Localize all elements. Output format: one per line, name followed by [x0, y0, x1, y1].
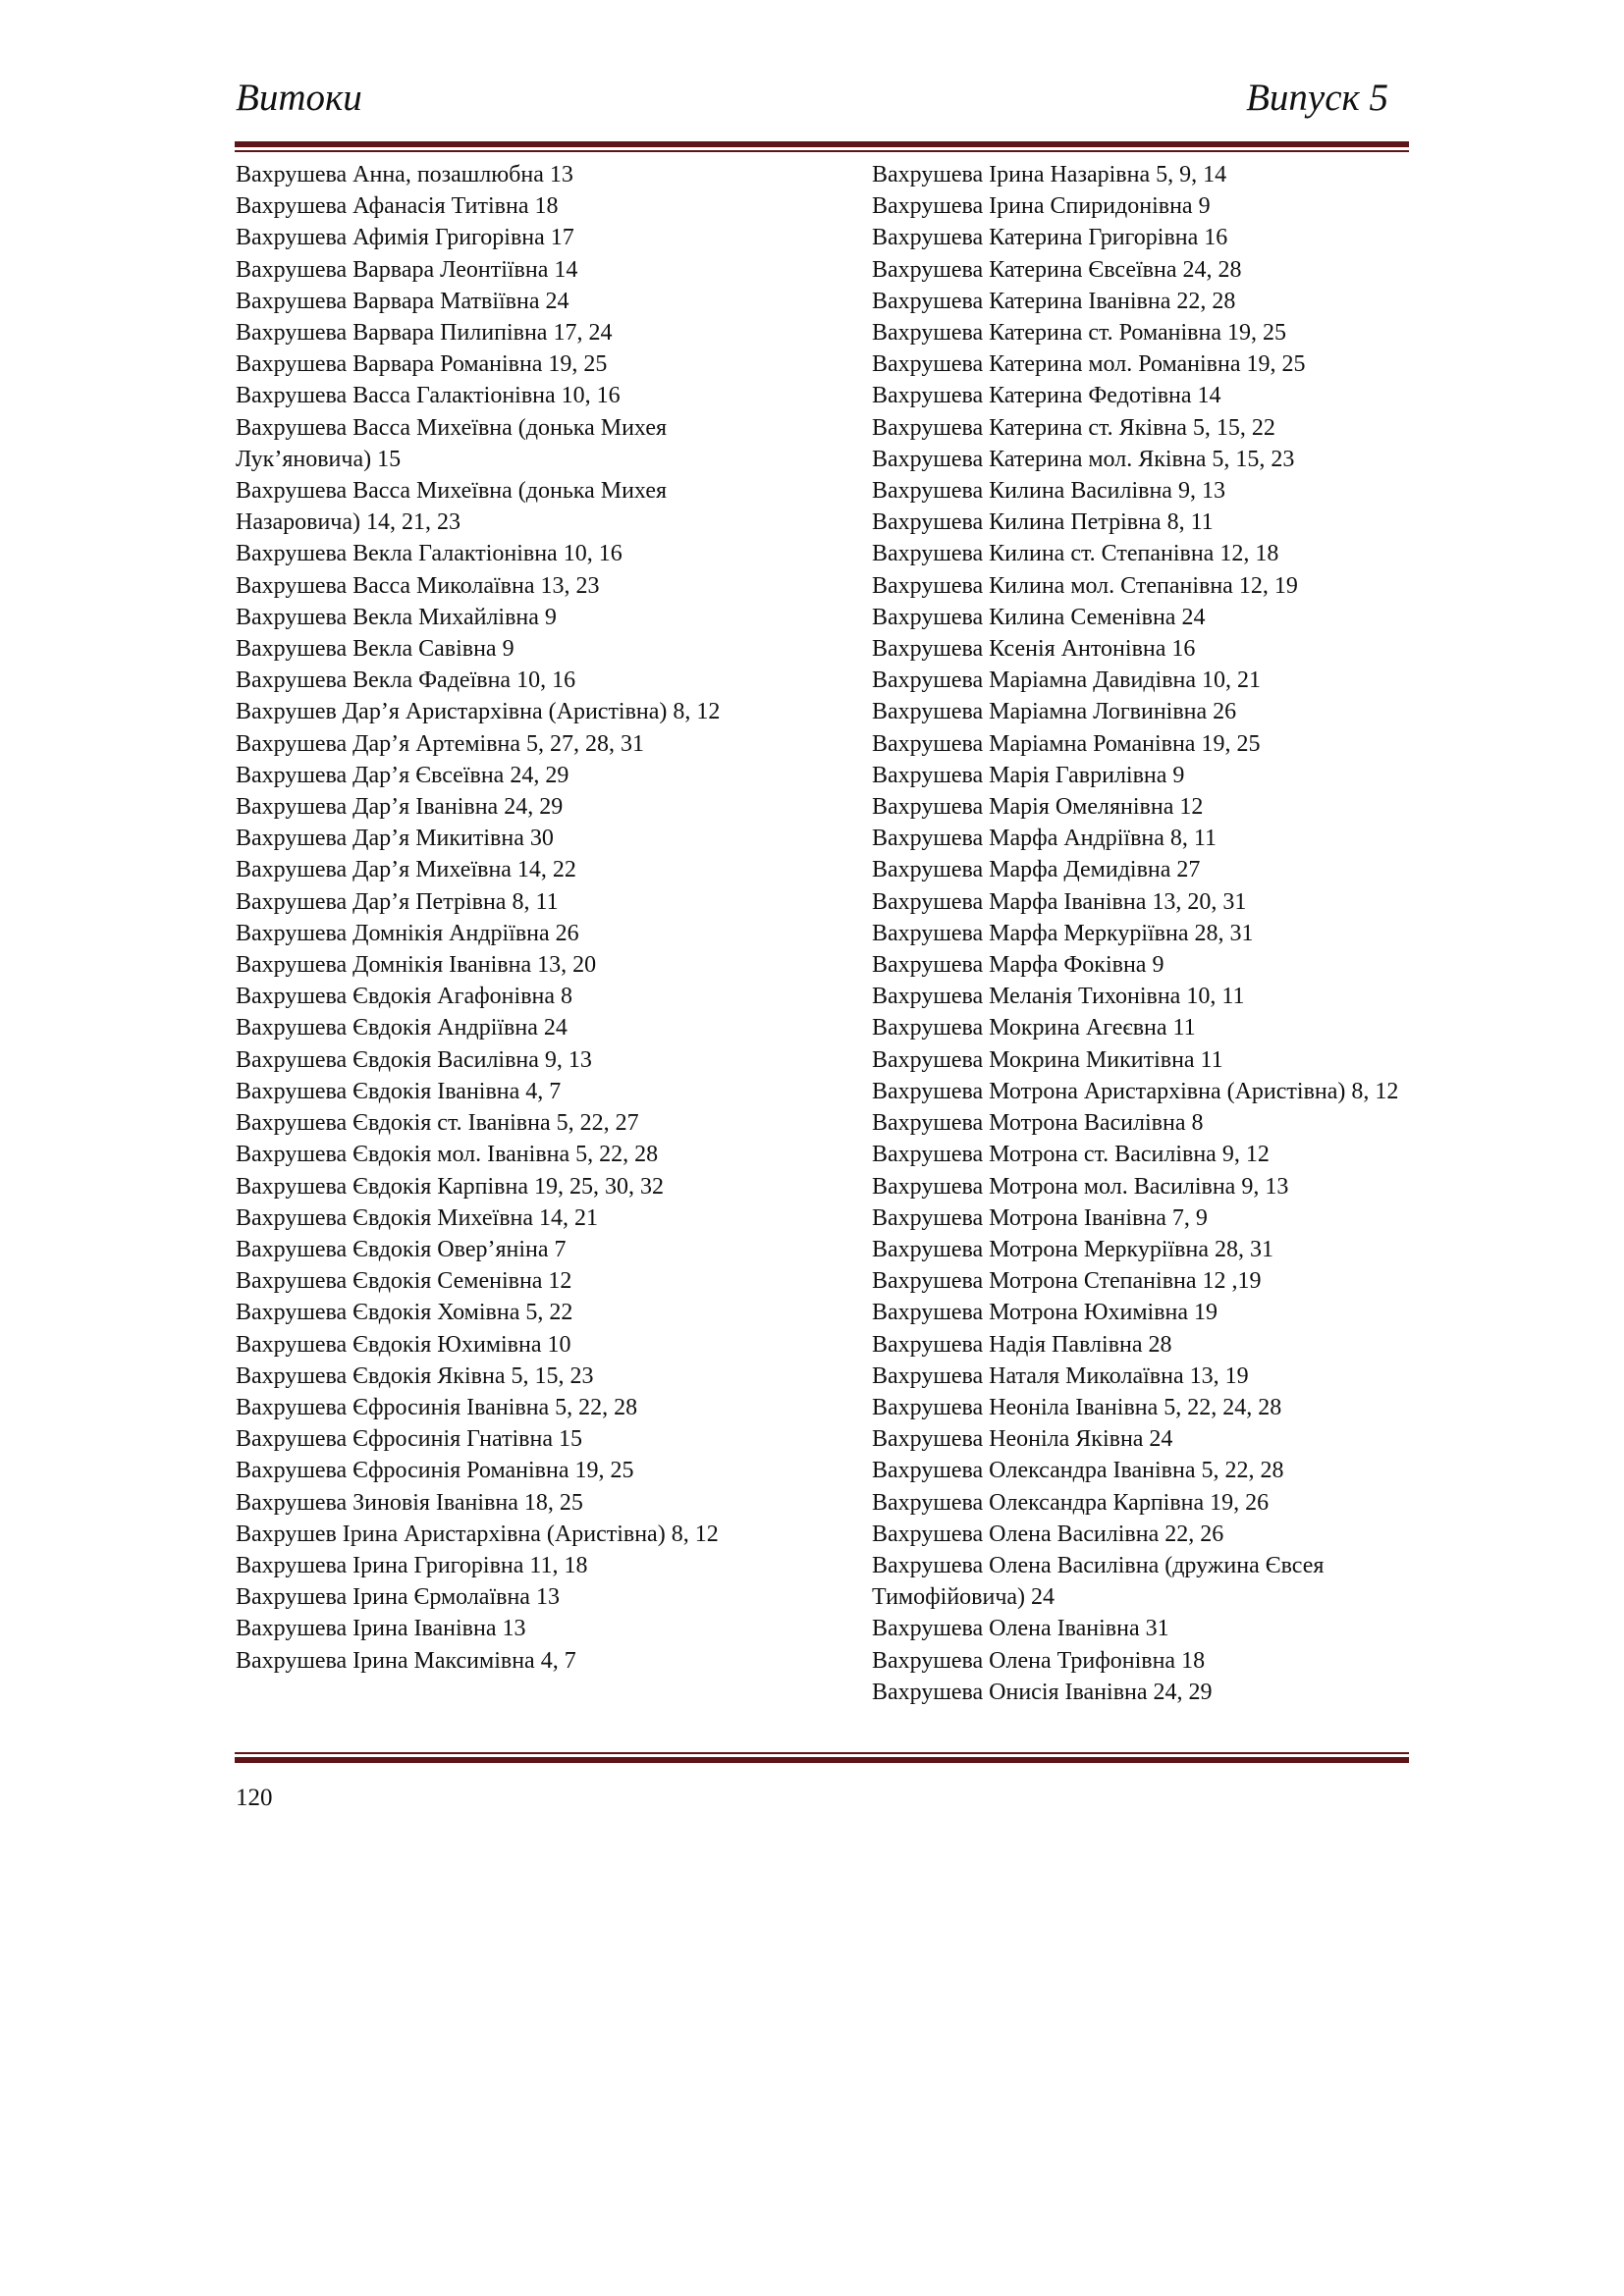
index-entry: Вахрушева Марфа Меркуріївна 28, 31 — [872, 920, 1254, 946]
index-entry: Вахрушева Ірина Іванівна 13 — [236, 1616, 526, 1642]
index-entry: Вахрушева Васса Михеївна (донька Михея Назаровича) 14, 21, 23 — [236, 478, 668, 536]
index-entry: Вахрушева Дар’я Іванівна 24, 29 — [236, 794, 564, 821]
index-entry: Вахрушева Варвара Леонтіївна 14 — [236, 256, 578, 283]
index-entry: Вахрушева Неоніла Іванівна 5, 22, 24, 28 — [872, 1394, 1282, 1420]
index-entry: Вахрушева Ірина Спиридонівна 9 — [872, 193, 1211, 220]
index-entry: Вахрушева Меланія Тихонівна 10, 11 — [872, 984, 1245, 1010]
index-entry: Вахрушева Наталя Миколаївна 13, 19 — [872, 1362, 1249, 1389]
index-entry: Вахрушева Варвара Романівна 19, 25 — [236, 351, 608, 378]
index-entry: Вахрушева Маріамна Романівна 19, 25 — [872, 730, 1261, 757]
index-entry: Вахрушева Васса Миколаївна 13, 23 — [236, 572, 600, 599]
index-entry: Вахрушева Домнікія Іванівна 13, 20 — [236, 952, 597, 979]
index-entry: Вахрушева Мотрона Юхимівна 19 — [872, 1300, 1218, 1326]
index-entry: Вахрушева Ксенія Антонівна 16 — [872, 636, 1196, 663]
index-entry: Вахрушева Марфа Іванівна 13, 20, 31 — [872, 888, 1247, 915]
index-entry: Вахрушева Єфросинія Романівна 19, 25 — [236, 1458, 634, 1484]
index-entry: Вахрушева Євдокія Яківна 5, 15, 23 — [236, 1362, 594, 1389]
index-entry: Вахрушева Ірина Максимівна 4, 7 — [236, 1647, 576, 1674]
footer-divider — [235, 1752, 1409, 1763]
index-entry: Вахрушева Килина мол. Степанівна 12, 19 — [872, 572, 1298, 599]
index-entry: Вахрушева Маріамна Давидівна 10, 21 — [872, 667, 1262, 694]
index-entry: Вахрушева Ірина Єрмолаївна 13 — [236, 1584, 560, 1611]
index-entry: Вахрушева Онисія Іванівна 24, 29 — [872, 1679, 1213, 1705]
index-entry: Вахрушева Векла Фадеївна 10, 16 — [236, 667, 576, 694]
index-entry: Вахрушева Ірина Григорівна 11, 18 — [236, 1552, 588, 1578]
index-entry: Вахрушев Дар’я Аристархівна (Аристівна) 8, 12 — [236, 699, 721, 725]
index-entry: Вахрушева Мокрина Агеєвна 11 — [872, 1015, 1196, 1041]
index-column-right — [872, 159, 1422, 1708]
index-entry: Вахрушева Євдокія ст. Іванівна 5, 22, 27 — [236, 1110, 639, 1137]
index-entry: Вахрушева Марія Омелянівна 12 — [872, 794, 1204, 821]
index-entry: Вахрушева Варвара Матвіївна 24 — [236, 288, 569, 314]
index-entry: Вахрушева Мотрона Василівна 8 — [872, 1110, 1204, 1137]
index-entry: Вахрушева Євдокія Юхимівна 10 — [236, 1331, 571, 1358]
index-entry: Вахрушева Катерина Євсеївна 24, 28 — [872, 256, 1242, 283]
index-entry: Вахрушева Євдокія мол. Іванівна 5, 22, 28 — [236, 1142, 659, 1168]
index-entry: Вахрушев Ірина Аристархівна (Аристівна) 8, 12 — [236, 1521, 719, 1547]
index-entry: Вахрушева Олена Трифонівна 18 — [872, 1647, 1206, 1674]
index-entry: Вахрушева Євдокія Агафонівна 8 — [236, 984, 573, 1010]
issue-title: Випуск 5 — [1246, 77, 1388, 119]
index-entry: Вахрушева Килина Петрівна 8, 11 — [872, 509, 1214, 536]
index-entry: Вахрушева Векла Савівна 9 — [236, 636, 514, 663]
index-entry: Вахрушева Марфа Фоківна 9 — [872, 952, 1164, 979]
index-column-left — [236, 159, 785, 1677]
index-entry: Вахрушева Неоніла Яківна 24 — [872, 1426, 1173, 1453]
index-entry: Вахрушева Катерина мол. Романівна 19, 25 — [872, 351, 1306, 378]
index-entry: Вахрушева Олена Василівна (дружина Євсея Тимофійовича) 24 — [872, 1552, 1325, 1611]
index-entry: Вахрушева Килина Василівна 9, 13 — [872, 478, 1225, 505]
index-entry: Вахрушева Мотрона Аристархівна (Аристівна) 8, 12 — [872, 1078, 1399, 1104]
index-entry: Вахрушева Олена Василівна 22, 26 — [872, 1521, 1224, 1547]
index-entry: Вахрушева Єфросинія Іванівна 5, 22, 28 — [236, 1394, 638, 1420]
index-entry: Вахрушева Васса Галактіонівна 10, 16 — [236, 383, 621, 409]
index-entry: Вахрушева Євдокія Іванівна 4, 7 — [236, 1078, 562, 1104]
index-entry: Вахрушева Катерина мол. Яківна 5, 15, 23 — [872, 446, 1295, 472]
index-entry: Вахрушева Євдокія Андріївна 24 — [236, 1015, 568, 1041]
index-entry: Вахрушева Мотрона Іванівна 7, 9 — [872, 1204, 1208, 1231]
index-entry: Вахрушева Ірина Назарівна 5, 9, 14 — [872, 162, 1227, 187]
index-entry: Вахрушева Олена Іванівна 31 — [872, 1616, 1169, 1642]
index-entry: Вахрушева Афимія Григорівна 17 — [236, 225, 574, 251]
index-entry: Вахрушева Афанасія Титівна 18 — [236, 193, 559, 220]
index-entry: Вахрушева Марфа Андріївна 8, 11 — [872, 826, 1217, 852]
index-entry: Вахрушева Олександра Карпівна 19, 26 — [872, 1489, 1270, 1516]
index-entry: Вахрушева Дар’я Євсеївна 24, 29 — [236, 762, 569, 788]
index-entry: Вахрушева Олександра Іванівна 5, 22, 28 — [872, 1458, 1284, 1484]
index-entry: Вахрушева Васса Михеївна (донька Михея Лук’яновича) 15 — [236, 414, 668, 472]
index-entry: Вахрушева Надія Павлівна 28 — [872, 1331, 1172, 1358]
index-entry: Вахрушева Анна, позашлюбна 13 — [236, 162, 573, 187]
index-entry: Вахрушева Євдокія Хомівна 5, 22 — [236, 1300, 573, 1326]
index-entry: Вахрушева Катерина Федотівна 14 — [872, 383, 1221, 409]
index-entry: Вахрушева Мотрона мол. Василівна 9, 13 — [872, 1173, 1289, 1200]
index-entry: Вахрушева Катерина Григорівна 16 — [872, 225, 1228, 251]
index-entry: Вахрушева Євдокія Семенівна 12 — [236, 1268, 572, 1295]
index-entry: Вахрушева Катерина ст. Романівна 19, 25 — [872, 320, 1286, 347]
journal-title: Витоки — [236, 77, 362, 119]
index-entry: Вахрушева Мокрина Микитівна 11 — [872, 1046, 1223, 1073]
index-entry: Вахрушева Марія Гаврилівна 9 — [872, 762, 1185, 788]
index-entry: Вахрушева Дар’я Артемівна 5, 27, 28, 31 — [236, 730, 645, 757]
index-entry: Вахрушева Килина ст. Степанівна 12, 18 — [872, 541, 1279, 567]
page-number: 120 — [236, 1785, 273, 1811]
index-entry: Вахрушева Мотрона Меркуріївна 28, 31 — [872, 1236, 1274, 1262]
index-entry: Вахрушева Катерина ст. Яківна 5, 15, 22 — [872, 414, 1275, 441]
index-entry: Вахрушева Євдокія Карпівна 19, 25, 30, 32 — [236, 1173, 664, 1200]
index-entry: Вахрушева Євдокія Василівна 9, 13 — [236, 1046, 592, 1073]
index-entry: Вахрушева Дар’я Микитівна 30 — [236, 826, 554, 852]
index-entry: Вахрушева Маріамна Логвинівна 26 — [872, 699, 1237, 725]
index-entry: Вахрушева Євдокія Михеївна 14, 21 — [236, 1204, 599, 1231]
index-entry: Вахрушева Варвара Пилипівна 17, 24 — [236, 320, 613, 347]
index-entry: Вахрушева Килина Семенівна 24 — [872, 604, 1206, 630]
index-entry: Вахрушева Дар’я Михеївна 14, 22 — [236, 857, 576, 883]
index-entry: Вахрушева Векла Михайлівна 9 — [236, 604, 557, 630]
index-entry: Вахрушева Мотрона Степанівна 12 ,19 — [872, 1268, 1262, 1295]
index-entry: Вахрушева Зиновія Іванівна 18, 25 — [236, 1489, 583, 1516]
index-entry: Вахрушева Мотрона ст. Василівна 9, 12 — [872, 1142, 1270, 1168]
index-entry: Вахрушева Марфа Демидівна 27 — [872, 857, 1201, 883]
index-entry: Вахрушева Єфросинія Гнатівна 15 — [236, 1426, 583, 1453]
index-entry: Вахрушева Домнікія Андріївна 26 — [236, 920, 579, 946]
index-entry: Вахрушева Катерина Іванівна 22, 28 — [872, 288, 1236, 314]
index-entry: Вахрушева Дар’я Петрівна 8, 11 — [236, 888, 559, 915]
index-entry: Вахрушева Векла Галактіонівна 10, 16 — [236, 541, 623, 567]
header-divider — [235, 141, 1409, 152]
index-entry: Вахрушева Євдокія Овер’яніна 7 — [236, 1236, 567, 1262]
